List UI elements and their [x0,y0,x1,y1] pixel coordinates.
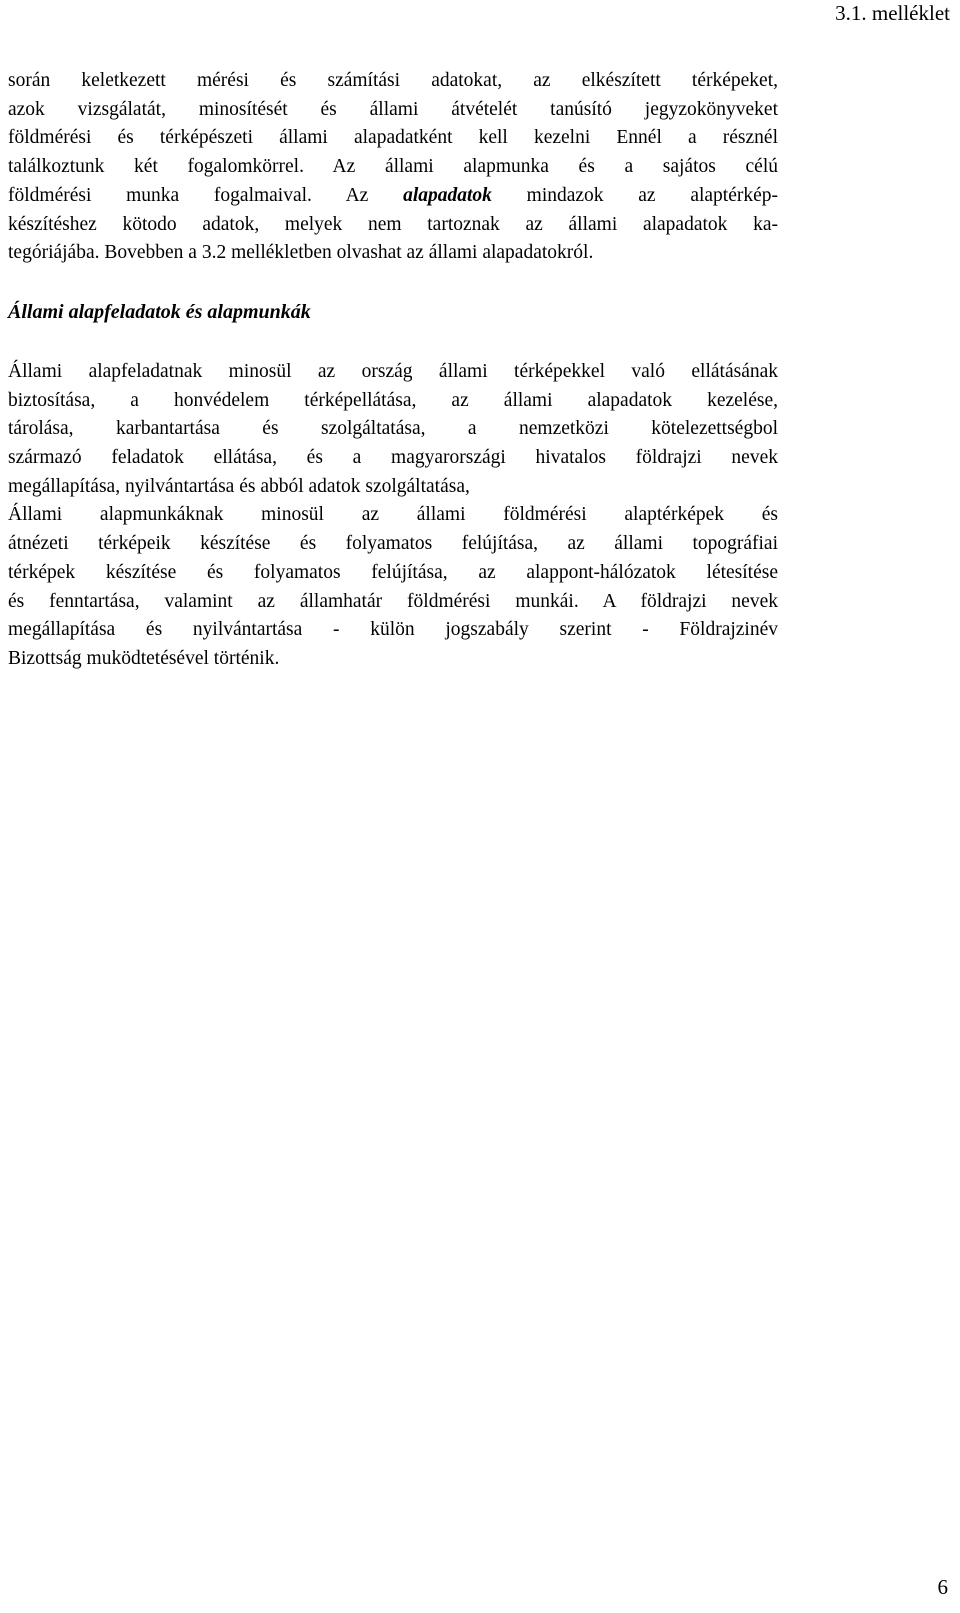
paragraph-line: megállapítása és nyilvántartása - külön jogszabály szerint - Földrajzinév [8,619,778,641]
paragraph-alapadatok [8,67,778,268]
paragraph-line: átnézeti térképeik készítése és folyamatos felújítása, az állami topográfiai [8,533,778,555]
paragraph-text: Az [345,184,369,206]
paragraph-line: készítéshez kötodo adatok, melyek nem tartoznak az állami alapadatok ka- [8,213,778,235]
paragraph-line: földmérési és térképészeti állami alapadatként kell kezelni Ennél a résznél [8,127,778,149]
paragraph-line: megállapítása, nyilvántartása és abból adatok szolgáltatása, [8,475,470,497]
paragraph-alapfeladatok [8,358,778,502]
paragraph-line: térképek készítése és folyamatos felújítása, az alappont-hálózatok létesítése [8,561,778,583]
document-body [8,67,778,674]
paragraph-line: során keletkezett mérési és számítási adatokat, az elkészített térképeket, [8,70,778,91]
paragraph-line: Állami alapmunkáknak minosül az állami földmérési alaptérképek és [8,504,778,526]
paragraph-line: tárolása, karbantartása és szolgáltatása, a nemzetközi kötelezettségbol [8,418,778,440]
paragraph-line: származó feladatok ellátása, és a magyarországi hivatalos földrajzi nevek [8,447,778,469]
paragraph-text: földmérési munka fogalmaival. [8,184,312,206]
paragraph-line: és fenntartása, valamint az államhatár földmérési munkái. A földrajzi nevek [8,590,778,612]
paragraph-text: mindazok az alaptérkép- [526,184,779,206]
paragraph-line: Bizottság muködtetésével történik. [8,647,280,669]
paragraph-line: találkoztunk két fogalomkörrel. Az állami alapmunka és a sajátos célú [8,156,778,178]
paragraph-line-with-term [8,182,778,211]
paragraph-line: Állami alapfeladatnak minosül az ország állami térképekkel való ellátásának [8,360,778,382]
paragraph-line: biztosítása, a honvédelem térképellátása, az állami alapadatok kezelése, [8,389,778,411]
paragraph-line: azok vizsgálatát, minosítését és állami átvételét tanúsító jegyzokönyveket [8,98,778,120]
annex-label: 3.1. melléklet [835,1,950,25]
section-heading: Állami alapfeladatok és alapmunkák [8,300,311,323]
paragraph-alapmunkak [8,501,778,673]
emphasized-term: alapadatok [403,184,492,206]
page-number: 6 [937,1575,948,1599]
paragraph-line: tegóriájába. Bovebben a 3.2 mellékletben olvashat az állami alapadatokról. [8,242,594,264]
